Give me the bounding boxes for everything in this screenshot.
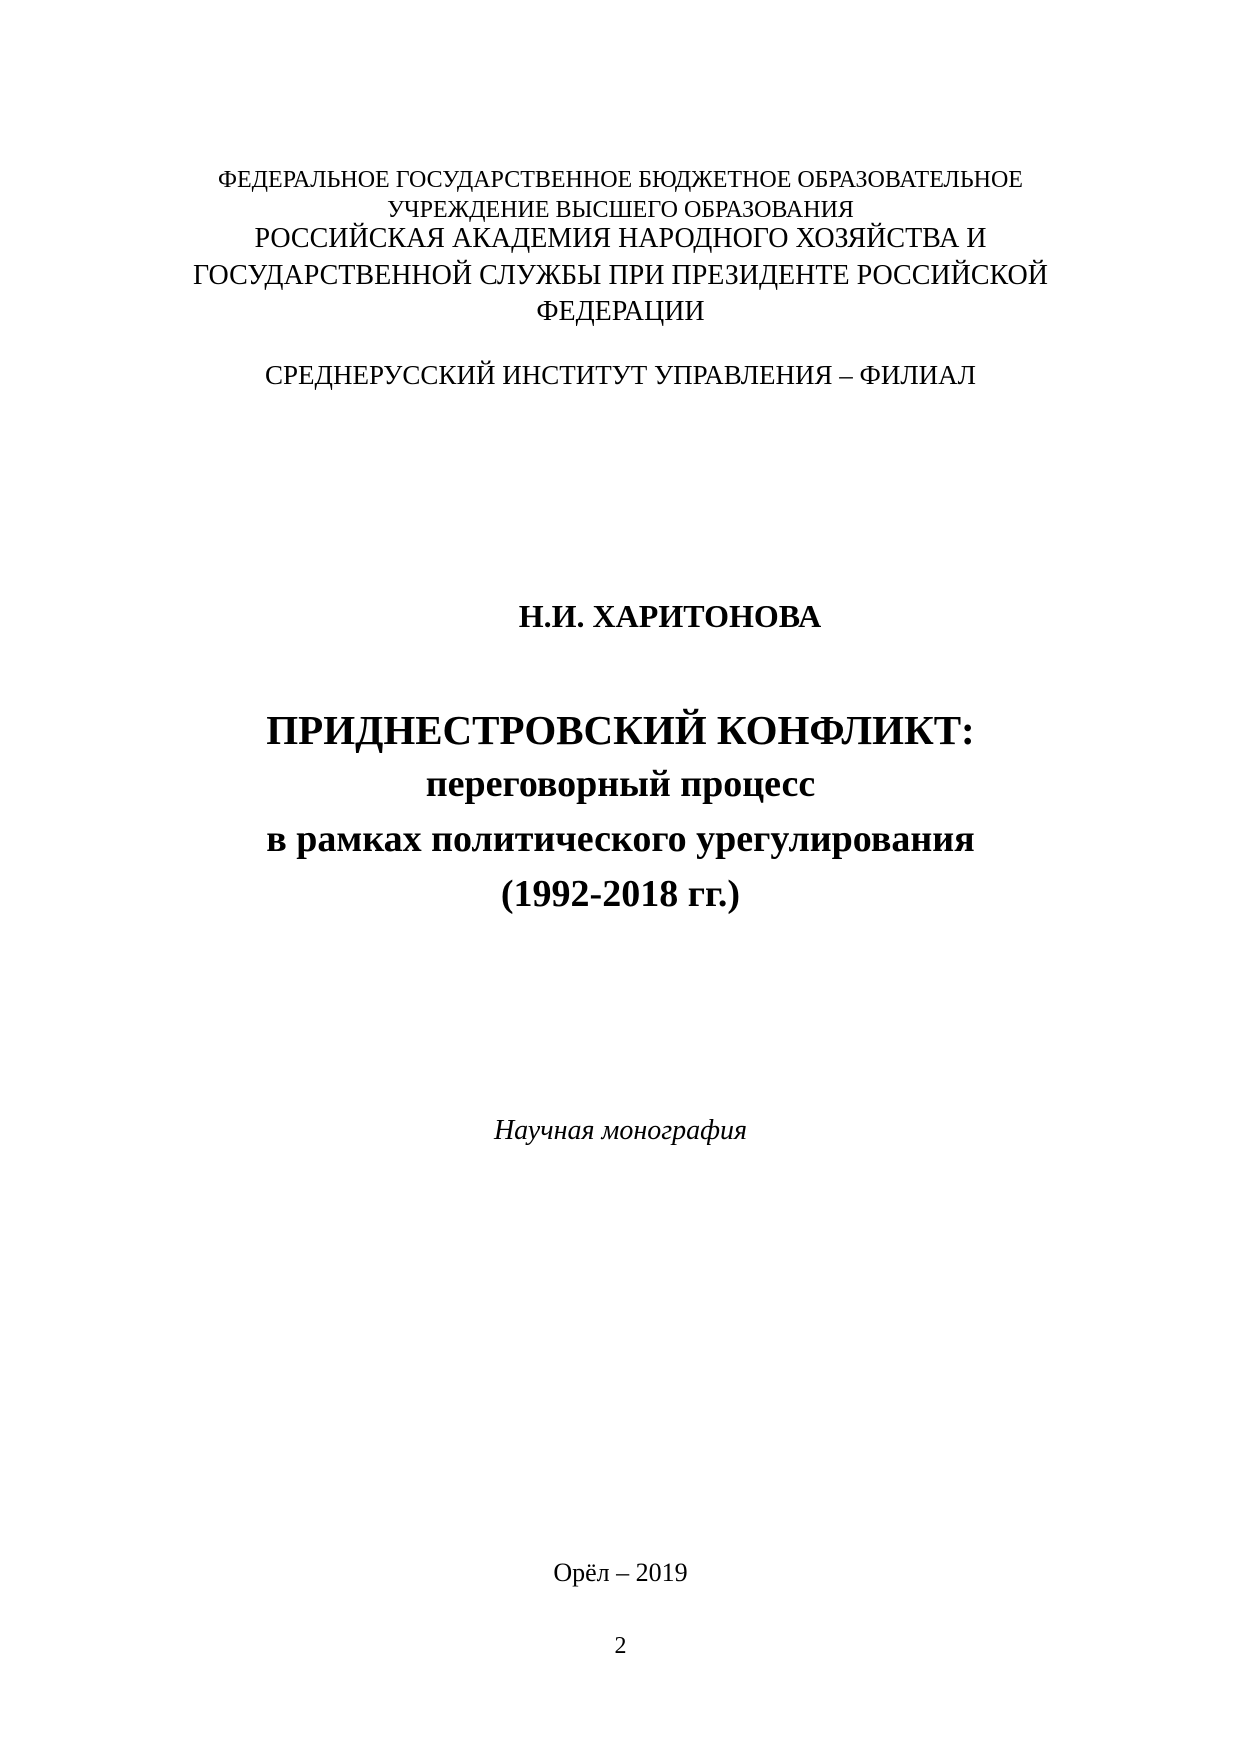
org-line-1: ФЕДЕРАЛЬНОЕ ГОСУДАРСТВЕННОЕ БЮДЖЕТНОЕ ОБРАЗОВАТЕЛЬНОЕ: [218, 167, 1023, 193]
academy-line-1: РОССИЙСКАЯ АКАДЕМИЯ НАРОДНОГО ХОЗЯЙСТВА И: [254, 223, 987, 254]
city-year: Орёл – 2019: [553, 1558, 688, 1587]
org-line-2: УЧРЕЖДЕНИЕ ВЫСШЕГО ОБРАЗОВАНИЯ: [387, 197, 854, 223]
academy-line-2: ГОСУДАРСТВЕННОЙ СЛУЖБЫ ПРИ ПРЕЗИДЕНТЕ РОССИЙСКОЙ: [193, 260, 1048, 291]
book-title: ПРИДНЕСТРОВСКИЙ КОНФЛИКТ:: [266, 707, 975, 753]
institute-name: СРЕДНЕРУССКИЙ ИНСТИТУТ УПРАВЛЕНИЯ – ФИЛИАЛ: [265, 360, 976, 390]
book-subtitle-line-2: в рамках политического урегулирования: [266, 818, 975, 860]
academy-line-3: ФЕДЕРАЦИИ: [536, 296, 705, 327]
page-number: 2: [614, 1633, 627, 1659]
book-subtitle-line-3: (1992-2018 гг.): [500, 873, 741, 915]
publication-genre: Научная монография: [493, 1115, 748, 1146]
book-subtitle-line-1: переговорный процесс: [425, 763, 816, 805]
author-name: Н.И. ХАРИТОНОВА: [518, 598, 822, 634]
